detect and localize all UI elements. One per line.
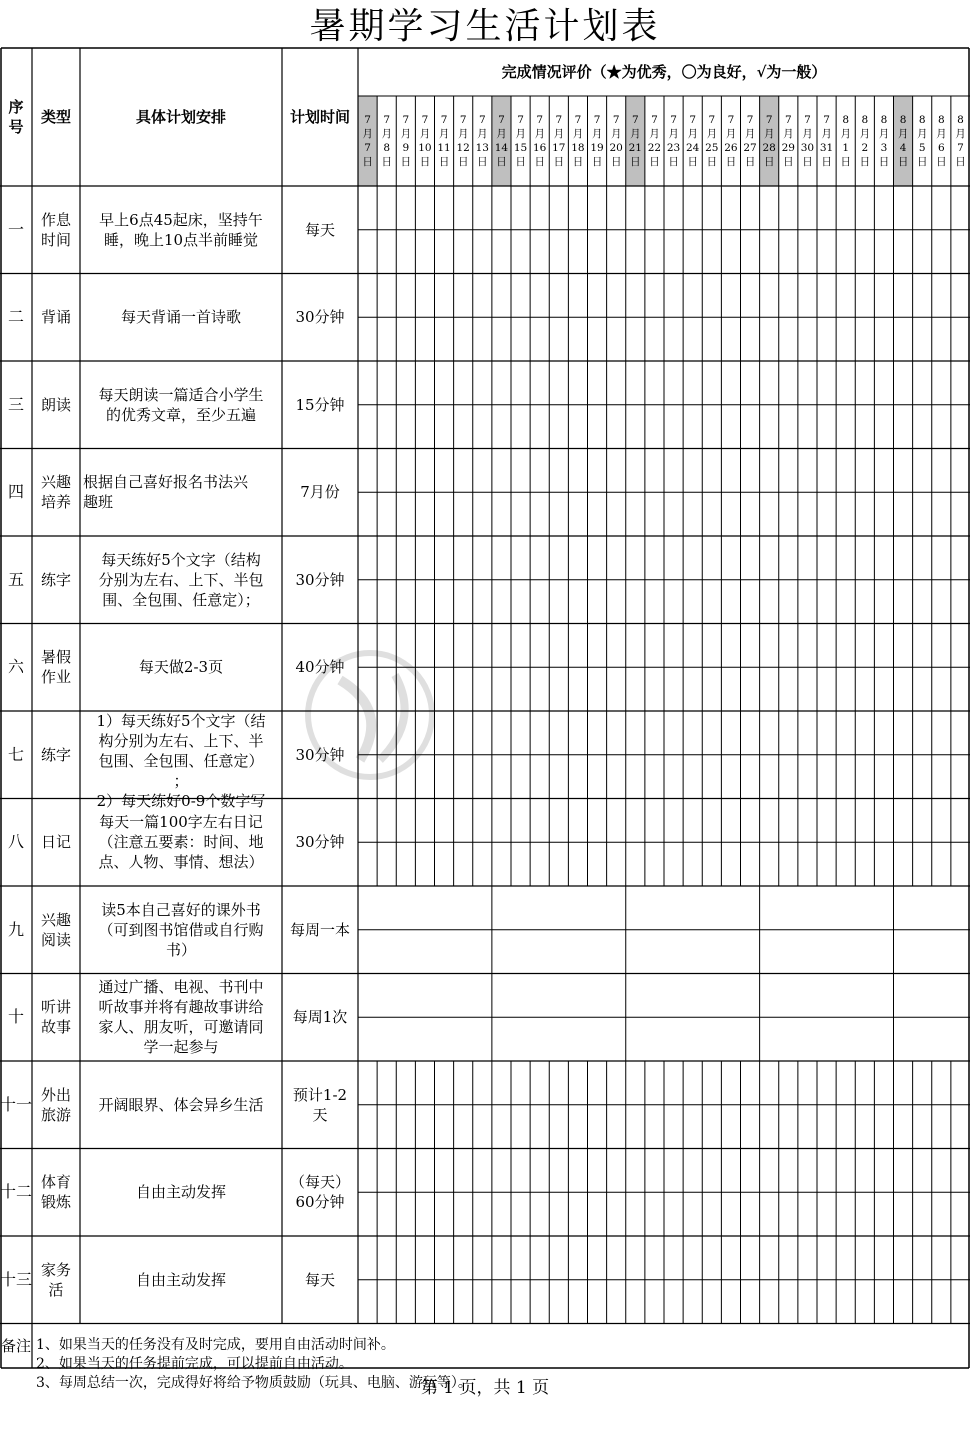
row-seq: 一 [7,219,24,239]
date-part: 24 [686,142,700,154]
row-type: 外出 旅游 [40,1085,71,1124]
date-part: 日 [821,156,832,168]
date-part: 7 [517,114,524,126]
date-part: 20 [609,142,623,154]
row-seq: 三 [7,394,24,414]
date-part: 15 [513,142,528,154]
date-part: 月 [534,128,545,140]
date-header-cell [855,98,874,184]
date-part: 日 [515,156,526,168]
date-part: 7 [765,114,773,126]
date-header-cell [836,98,855,184]
date-part: 月 [630,128,641,140]
date-part: 日 [553,156,565,168]
row-time: 30分钟 [295,745,345,764]
date-part: 7 [555,114,563,126]
date-part: 日 [477,156,488,168]
date-header-cell [874,98,893,184]
date-part: 日 [534,156,545,168]
date-part: 12 [456,142,470,154]
row-plan: 每天做2-3页 [138,658,224,677]
date-header-cell [511,98,530,184]
date-part: 月 [591,128,603,140]
date-header-cell [951,98,970,184]
row-time: 30分钟 [295,570,345,589]
date-header-cell [454,98,473,184]
row-plan: 早上6点45起床，坚持午 睡，晚上10点半前睡觉 [99,210,263,249]
date-part: 16 [533,142,547,154]
row-time: 预计1-2 天 [292,1085,348,1124]
date-part: 7 [440,114,448,126]
row-time: 30分钟 [295,833,345,852]
date-part: 日 [649,156,660,168]
date-part: 日 [496,156,507,168]
date-header-cell [568,98,587,184]
date-part: 14 [494,142,509,154]
row-plan: 每天朗读一篇适合小学生 的优秀文章，至少五遍 [98,385,264,424]
row-seq: 十二 [0,1182,33,1202]
date-part: 7 [612,114,620,126]
date-part: 7 [364,142,371,154]
date-part: 8 [937,114,945,126]
date-part: 11 [437,142,451,154]
row-time: 每天 [304,220,335,239]
row-type: 作息 时间 [40,210,71,249]
date-header-cell [817,98,836,184]
date-header-cell [798,98,817,184]
date-part: 25 [705,142,719,154]
date-part: 月 [916,128,928,140]
date-part: 7 [593,114,601,126]
row-plan: 开阔眼界、体会异乡生活 [98,1095,264,1114]
row-seq: 五 [7,569,24,589]
date-part: 月 [649,128,660,140]
date-header-cell [530,98,549,184]
date-part: 月 [783,128,794,140]
row-time: 15分钟 [295,395,345,414]
date-part: 7 [536,114,544,126]
date-part: 月 [553,128,565,140]
plan-header: 具体计划安排 [135,108,226,126]
date-part: 月 [840,128,851,140]
time-header: 计划时间 [289,108,350,126]
date-part: 月 [744,128,756,140]
date-part: 日 [878,156,890,168]
date-part: 27 [743,142,757,154]
row-type: 日记 [40,833,71,852]
date-part: 7 [651,114,658,126]
date-part: 6 [937,142,945,154]
row-time: 7月份 [300,483,340,502]
date-header-cell [435,98,454,184]
row-time: 30分钟 [295,308,345,327]
row-plan: 通过广播、电视、书刊中 听故事并将有趣故事讲给 家人、朋友听，可邀请同 学一起参与 [98,978,264,1057]
date-part: 10 [418,142,432,154]
date-part: 13 [475,142,489,154]
date-part: 月 [936,128,947,140]
notes-label: 备注 [0,1336,31,1355]
date-part: 8 [918,114,926,126]
date-part: 7 [804,114,811,126]
row-type: 练字 [40,745,71,764]
row-type: 朗读 [40,395,71,414]
date-header-cell [894,98,913,184]
date-part: 月 [687,128,698,140]
date-part: 30 [800,142,815,154]
page-footer: 第 1 页，共 1 页 [420,1378,550,1398]
date-header-cell [492,98,511,184]
date-part: 月 [610,128,622,140]
date-part: 21 [628,142,642,154]
date-header-cell [607,98,626,184]
date-part: 日 [630,156,641,168]
date-part: 7 [727,114,735,126]
date-part: 月 [496,128,507,140]
date-part: 7 [708,114,716,126]
date-part: 7 [383,114,391,126]
date-part: 9 [402,142,410,154]
date-part: 日 [763,156,775,168]
date-part: 7 [459,114,467,126]
date-part: 18 [571,142,585,154]
date-part: 日 [725,156,737,168]
row-seq: 六 [7,657,24,677]
date-part: 日 [706,156,718,168]
date-part: 7 [364,114,371,126]
date-part: 月 [572,128,584,140]
row-seq: 九 [7,919,24,939]
date-part: 日 [457,156,469,168]
date-part: 8 [957,114,964,126]
date-part: 日 [840,156,851,168]
date-part: 日 [783,156,794,168]
date-part: 月 [763,128,775,140]
date-part: 8 [842,114,850,126]
row-plan: 每天背诵一首诗歌 [120,308,241,327]
date-part: 19 [590,142,604,154]
date-part: 日 [916,156,928,168]
date-header-cell [683,98,702,184]
date-header-cell [377,98,396,184]
date-part: 8 [383,142,391,154]
date-part: 日 [802,156,813,168]
row-seq: 四 [7,482,24,502]
row-type: 家务 活 [40,1260,71,1299]
date-part: 2 [861,142,869,154]
date-header-cell [588,98,607,184]
date-part: 日 [668,156,679,168]
date-part: 23 [666,142,681,154]
date-part: 月 [457,128,469,140]
row-seq: 八 [7,832,24,852]
date-part: 7 [784,114,792,126]
date-part: 月 [362,128,373,140]
row-type: 练字 [40,570,71,589]
date-part: 7 [670,114,677,126]
date-part: 月 [955,128,966,140]
date-part: 28 [762,142,776,154]
date-part: 日 [381,156,392,168]
date-part: 月 [878,128,890,140]
date-part: 31 [819,142,834,154]
date-part: 日 [936,156,947,168]
date-part: 7 [421,114,429,126]
row-plan: 每天一篇100字左右日记 （注意五要素：时间、地 点、人物、事情、想法） [98,813,264,872]
date-part: 月 [706,128,718,140]
date-part: 日 [591,156,603,168]
row-plan: 每天练好5个文字（结构 分别为左右、上下、半包 围、全包围、任意定）； [98,550,264,609]
row-seq: 二 [7,307,24,327]
row-time: 40分钟 [295,658,345,677]
date-part: 7 [746,114,754,126]
date-header-cell [645,98,664,184]
row-seq: 十一 [0,1094,33,1114]
date-part: 月 [477,128,488,140]
date-part: 月 [438,128,450,140]
row-plan: 1）每天练好5个文字（结 构分别为左右、上下、半 包围、全包围、任意定） ； 2）每天练好0-9个数字写 [96,712,266,810]
date-part: 8 [899,114,907,126]
date-part: 日 [897,156,909,168]
date-part: 8 [861,114,869,126]
row-type: 兴趣 培养 [40,473,71,512]
note-line: 1、如果当天的任务没有及时完成，要用自由活动时间补。 [36,1336,395,1353]
date-part: 4 [899,142,907,154]
date-part: 日 [438,156,450,168]
date-header-cell [358,98,377,184]
row-time: （每天） 60分钟 [289,1173,350,1212]
date-part: 月 [802,128,813,140]
note-line: 2、如果当天的任务提前完成，可以提前自由活动。 [36,1355,353,1372]
row-time: 每周1次 [292,1008,348,1027]
row-plan: 根据自己喜好报名书法兴 趣班 [83,473,249,512]
date-part: 1 [842,142,850,154]
date-part: 17 [552,142,566,154]
date-part: 月 [400,128,412,140]
date-header-cell [396,98,415,184]
date-header-cell [741,98,760,184]
date-part: 月 [821,128,832,140]
row-seq: 十三 [0,1269,33,1289]
date-part: 日 [744,156,756,168]
date-part: 日 [687,156,698,168]
date-header-cell [626,98,645,184]
date-header-cell [473,98,492,184]
date-part: 26 [724,142,738,154]
date-part: 日 [400,156,412,168]
date-part: 22 [647,142,662,154]
date-part: 日 [572,156,584,168]
date-part: 日 [419,156,431,168]
date-part: 月 [897,128,909,140]
date-header-cell [721,98,740,184]
date-part: 7 [689,114,697,126]
row-type: 听讲 故事 [40,998,71,1037]
date-header-cell [549,98,568,184]
date-part: 月 [419,128,431,140]
date-part: 月 [515,128,526,140]
date-part: 月 [668,128,679,140]
evaluation-header: 完成情况评价（★为优秀，〇为良好，√为一般） [501,63,827,81]
row-seq: 七 [7,744,24,764]
date-part: 7 [478,114,486,126]
row-seq: 十 [7,1007,24,1027]
date-header-cell [932,98,951,184]
note-line: 3、每周总结一次，完成得好将给予物质鼓励（玩具、电脑、游玩等）。 [36,1374,472,1391]
date-part: 3 [880,142,888,154]
date-part: 日 [362,156,373,168]
date-part: 日 [955,156,966,168]
date-part: 29 [781,142,795,154]
date-header-cell [664,98,683,184]
row-plan: 读5本自己喜好的课外书 （可到图书馆借或自行购 书） [98,900,264,959]
seq-header: 序号 [8,98,24,136]
date-part: 5 [918,142,926,154]
row-type: 兴趣 阅读 [40,910,71,949]
date-header-cell [760,98,779,184]
date-part: 7 [957,142,964,154]
watermark-logo [300,640,680,790]
date-part: 7 [631,114,639,126]
row-type: 体育 锻炼 [40,1173,71,1212]
page-title: 暑期学习生活计划表 [309,6,661,47]
date-part: 日 [859,156,871,168]
date-part: 7 [498,114,505,126]
date-header-cell [913,98,932,184]
date-part: 月 [725,128,737,140]
date-header-cell [702,98,721,184]
date-header-cell [415,98,434,184]
date-header-cell [779,98,798,184]
date-part: 日 [610,156,622,168]
date-part: 7 [402,114,410,126]
date-part: 7 [823,114,830,126]
row-plan: 自由主动发挥 [135,1183,226,1202]
row-time: 每天 [304,1270,335,1289]
type-header: 类型 [40,108,71,126]
date-part: 月 [381,128,392,140]
date-part: 月 [859,128,871,140]
date-part: 7 [574,114,582,126]
row-type: 暑假 作业 [40,648,71,687]
date-part: 8 [880,114,888,126]
row-type: 背诵 [40,308,71,327]
row-time: 每周一本 [289,920,350,939]
row-plan: 自由主动发挥 [135,1270,226,1289]
